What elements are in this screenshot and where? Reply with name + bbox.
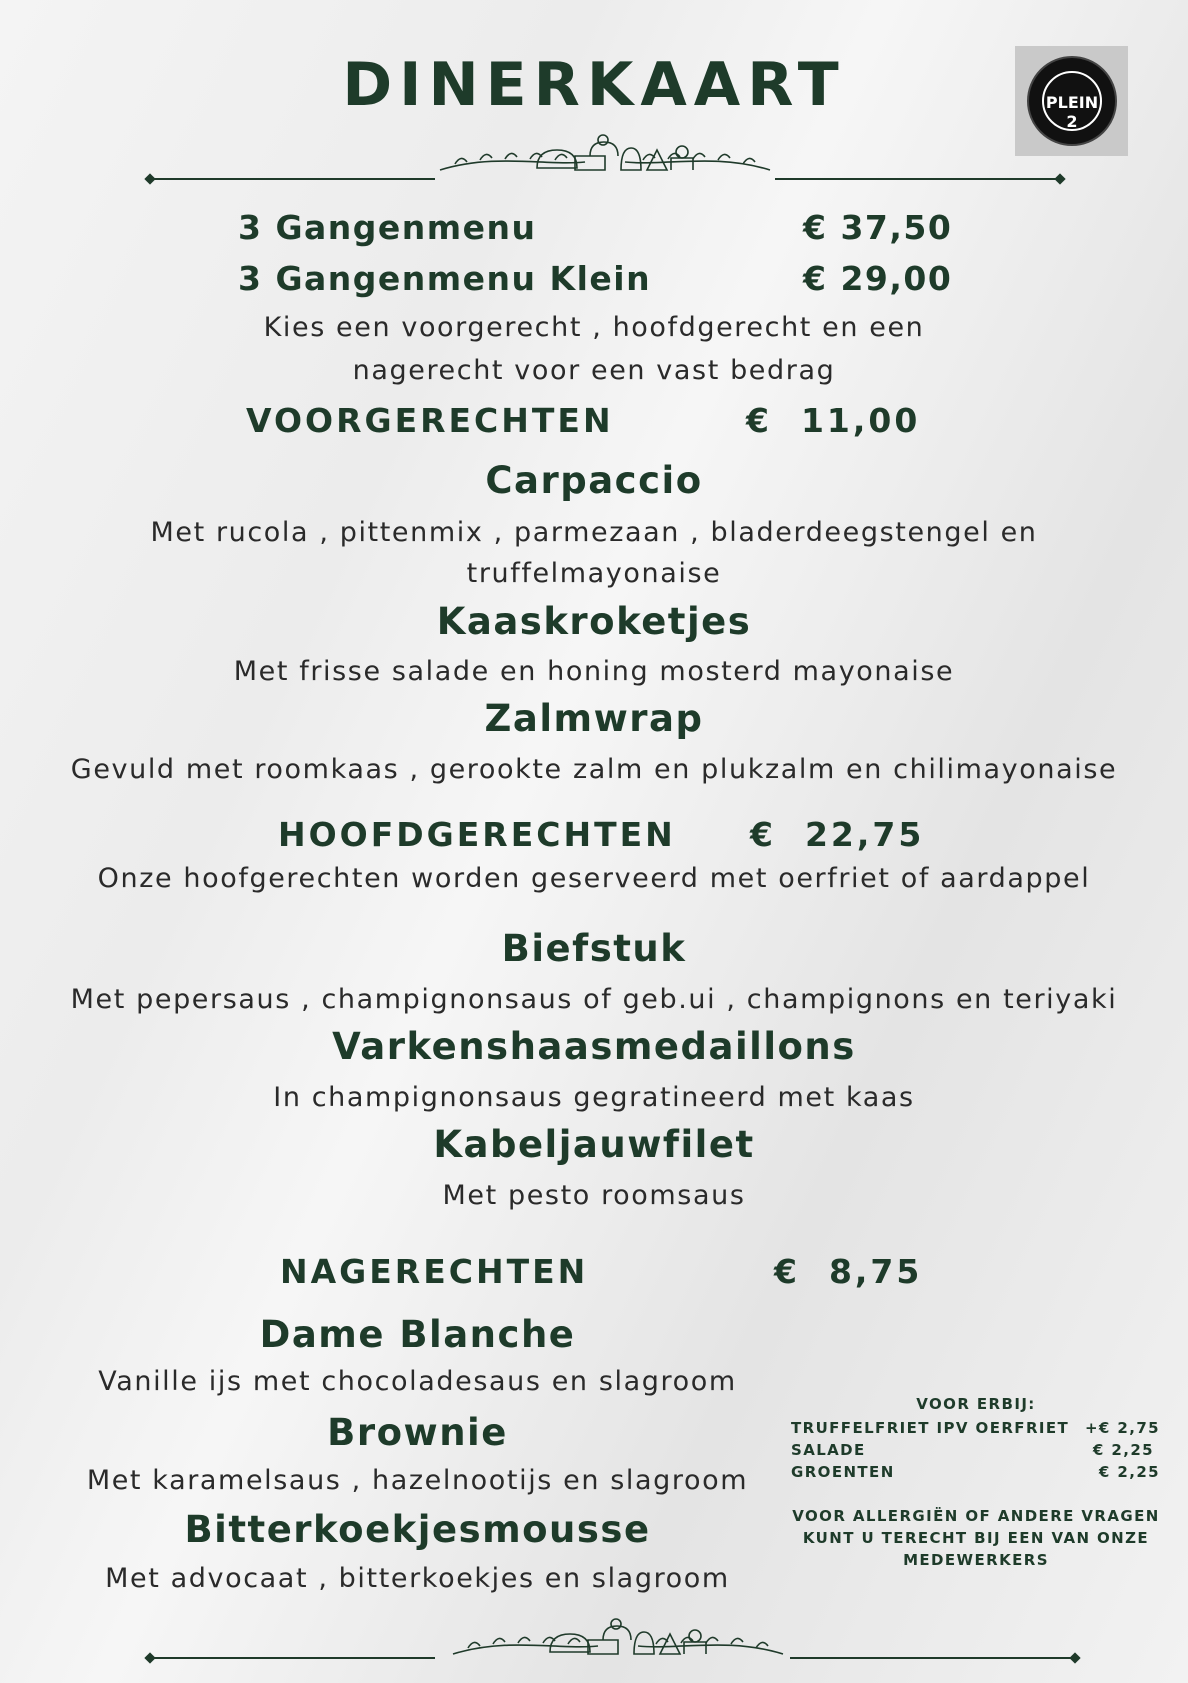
menu-description-line2: nagerecht voor een vast bedrag <box>352 355 836 386</box>
desserts-price: € 8,75 <box>774 1252 923 1291</box>
logo <box>1015 46 1128 156</box>
allergy-note-line2: KUNT U TERECHT BIJ EEN VAN ONZE <box>802 1529 1150 1547</box>
menu-3-courses-price: € 37,50 <box>803 208 953 247</box>
extra-label: TRUFFELFRIET IPV OERFRIET <box>791 1419 1070 1437</box>
menu-3-courses-name: 3 Gangenmenu <box>238 208 537 247</box>
extra-price: € 2,25 <box>1098 1463 1160 1481</box>
mains-heading: HOOFDGERECHTEN <box>278 815 676 854</box>
dish-desc: Met rucola , pittenmix , parmezaan , bladerdeegstengel en <box>150 517 1038 548</box>
dish-desc: Met advocaat , bitterkoekjes en slagroom <box>105 1563 730 1594</box>
dish-desc: Gevuld met roomkaas , gerookte zalm en plukzalm en chilimayonaise <box>70 754 1118 785</box>
extra-label: GROENTEN <box>791 1463 895 1481</box>
dish-name: Dame Blanche <box>259 1313 576 1356</box>
starters-heading: VOORGERECHTEN <box>246 401 614 440</box>
extras-heading: VOOR ERBIJ: <box>916 1395 1036 1413</box>
dish-name: Kaaskroketjes <box>436 600 752 643</box>
menu-description-line1: Kies een voorgerecht , hoofdgerecht en een <box>263 312 925 343</box>
page-title: DINERKAART <box>342 50 846 120</box>
dish-name: Varkenshaasmedaillons <box>332 1025 856 1068</box>
dish-desc: Met pepersaus , champignonsaus of geb.ui , champignons en teriyaki <box>70 984 1118 1015</box>
dish-name: Zalmwrap <box>484 697 704 740</box>
logo-text: PLEIN 2 <box>1045 93 1099 131</box>
dish-name: Bitterkoekjesmousse <box>184 1508 651 1551</box>
allergy-note-line1: VOOR ALLERGIËN OF ANDERE VRAGEN <box>792 1507 1160 1525</box>
extra-price: +€ 2,75 <box>1084 1419 1160 1437</box>
food-ornament-icon <box>435 128 775 182</box>
mains-price: € 22,75 <box>750 815 925 854</box>
dish-name: Carpaccio <box>485 459 703 502</box>
menu-3-courses-small-price: € 29,00 <box>803 259 953 298</box>
dish-desc: In champignonsaus gegratineerd met kaas <box>273 1082 915 1113</box>
dish-desc: Vanille ijs met chocoladesaus en slagroom <box>98 1366 737 1397</box>
dish-name: Brownie <box>327 1411 508 1454</box>
dish-name: Kabeljauwfilet <box>433 1123 755 1166</box>
extra-price: € 2,25 <box>1092 1441 1154 1459</box>
logo-badge-icon <box>1027 56 1117 146</box>
dish-desc: Met frisse salade en honing mosterd mayonaise <box>233 656 955 687</box>
mains-note: Onze hoofgerechten worden geserveerd met oerfriet of aardappel <box>97 863 1091 894</box>
desserts-heading: NAGERECHTEN <box>280 1252 589 1291</box>
starters-price: € 11,00 <box>746 401 921 440</box>
dish-desc: Met karamelsaus , hazelnootijs en slagroom <box>86 1465 749 1496</box>
dish-desc: Met pesto roomsaus <box>442 1180 746 1211</box>
extra-label: SALADE <box>791 1441 866 1459</box>
dish-name: Biefstuk <box>501 927 687 970</box>
menu-3-courses-small-name: 3 Gangenmenu Klein <box>238 259 652 298</box>
food-ornament-icon <box>448 1612 788 1666</box>
allergy-note-line3: MEDEWERKERS <box>903 1551 1049 1569</box>
dish-desc: truffelmayonaise <box>466 558 722 589</box>
